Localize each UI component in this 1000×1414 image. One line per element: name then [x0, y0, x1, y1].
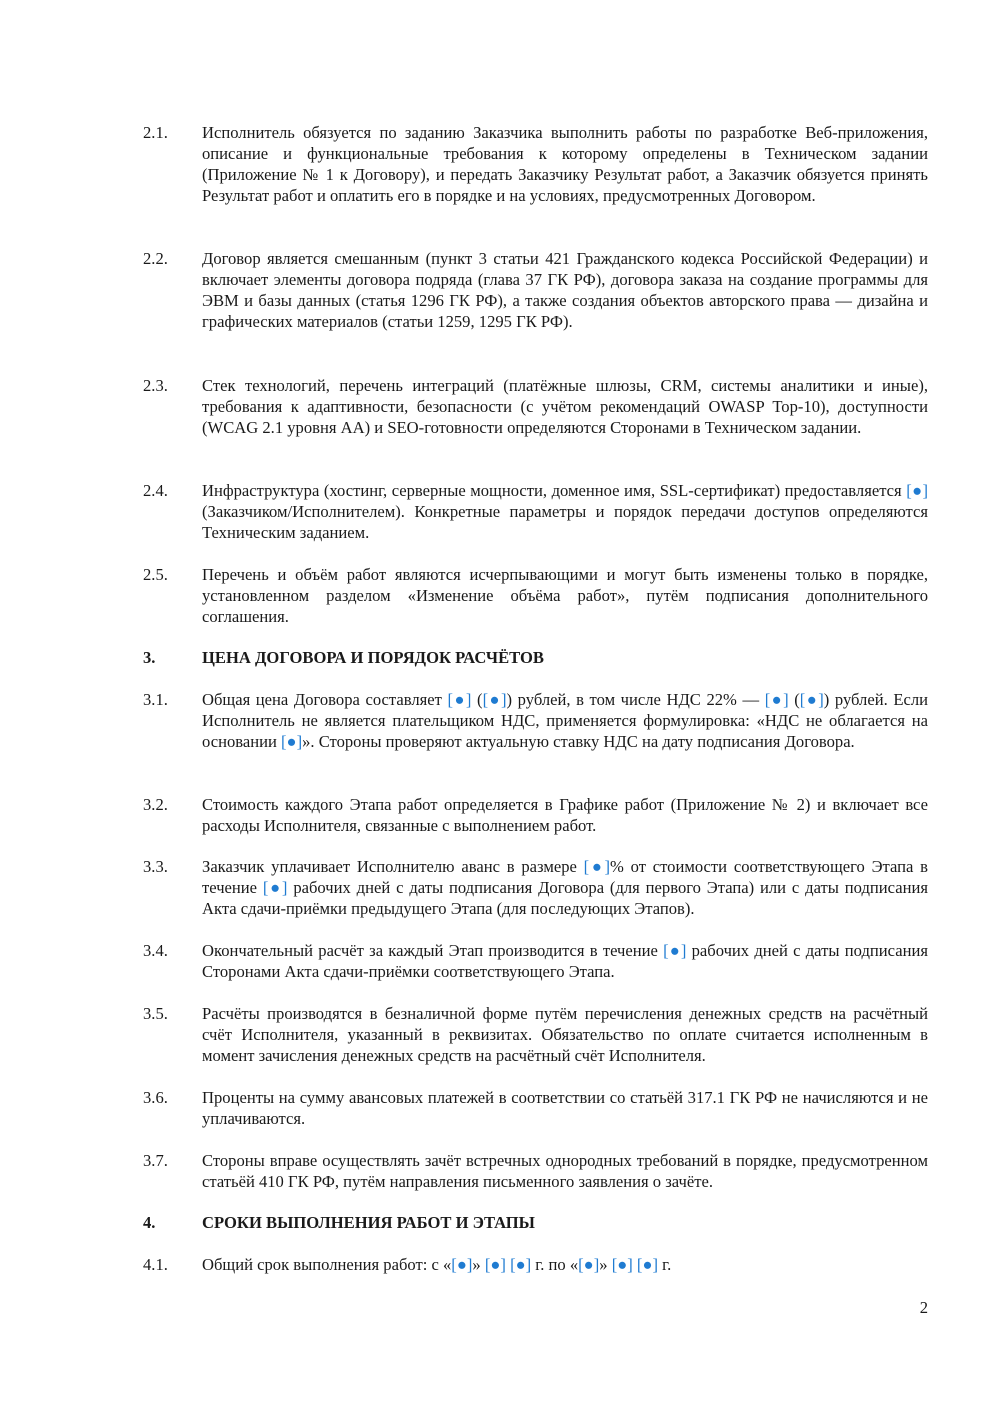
clause-text-part: рублей, в том числе НДС 22% — — [517, 690, 760, 709]
placeholder-field[interactable]: [●] — [764, 690, 789, 709]
clause-text-part: рабочих дней с даты подписания Сторонами Акта сдачи-приёмки соответствующего Этапа. — [202, 941, 928, 981]
clause-text-part: рабочих дней с даты подписания Договора (для первого Этапа) или с даты подписания Акта сдачи-приёмки предыдущего Этапа (для последующих Этапов). — [202, 878, 928, 918]
clause-3-1 — [143, 689, 928, 752]
clause-text-part: Окончательный расчёт за каждый Этап производится в течение — [202, 941, 658, 960]
clause-2-5 — [143, 564, 928, 627]
clause-text: Исполнитель обязуется по заданию Заказчика выполнить работы по разработке Веб-приложения, описание и функциональные требования к которому определены в Техническом задании (Приложение № 1 к Договору), и передать Заказчику Результат работ, а Заказчик обязуется принять Результат работ и оплатить его в порядке и на условиях, предусмотренных Договором. — [202, 123, 928, 205]
placeholder-field[interactable]: [●] — [906, 481, 929, 500]
clause-text: Стоимость каждого Этапа работ определяется в Графике работ (Приложение № 2) и включает все расходы Исполнителя, связанные с выполнением работ. — [202, 795, 928, 835]
clause-3-2 — [143, 794, 928, 836]
clause-2-4 — [143, 480, 928, 543]
placeholder-field[interactable]: [●] — [510, 1255, 532, 1274]
clause-text-part: Инфраструктура (хостинг, серверные мощности, доменное имя, SSL-сертификат) предоставляется — [202, 481, 902, 500]
placeholder-field[interactable]: [●] — [663, 941, 687, 960]
clause-3-3 — [143, 856, 928, 919]
clause-3-5 — [143, 1003, 928, 1066]
clause-text-part: (Заказчиком/Исполнителем). Конкретные параметры и порядок передачи доступов определяются Техническим заданием. — [202, 502, 928, 542]
clause-text: Стек технологий, перечень интеграций (платёжные шлюзы, CRM, системы аналитики и иные), требования к адаптивности, безопасности (с учётом рекомендаций OWASP Top-10), доступности (WCAG 2.1 уровня AA) и SEO-готовности определяются Сторонами в Техническом задании. — [202, 376, 928, 437]
clause-text: Перечень и объём работ являются исчерпывающими и могут быть изменены только в порядке, установленном разделом «Изменение объёма работ», путём подписания дополнительного соглашения. — [202, 565, 928, 626]
section-heading-4 — [143, 1212, 928, 1233]
placeholder-field[interactable]: [●] — [484, 1255, 506, 1274]
clause-text: Проценты на сумму авансовых платежей в соответствии со статьёй 317.1 ГК РФ не начисляются и не уплачиваются. — [202, 1088, 928, 1128]
clause-2-1 — [143, 122, 928, 206]
clause-text — [202, 480, 928, 543]
clause-text: Договор является смешанным (пункт 3 статьи 421 Гражданского кодекса Российской Федерации) и включает элементы договора подряда (глава 37 ГК РФ), договора заказа на создание программы для ЭВМ и базы данных (статья 1296 ГК РФ), а также создания объектов авторского права — дизайна и графических материалов (статьи 1259, 1295 ГК РФ). — [202, 249, 928, 331]
clause-2-3 — [143, 375, 928, 438]
placeholder-field[interactable]: [●] — [262, 878, 288, 897]
section-heading-3 — [143, 647, 928, 668]
clause-3-6 — [143, 1087, 928, 1129]
clause-text — [202, 940, 928, 982]
clause-text-part: ». Стороны проверяют актуальную ставку НДС на дату подписания Договора. — [302, 732, 855, 751]
placeholder-field[interactable]: [●] — [281, 732, 303, 751]
placeholder-field[interactable]: [●] — [636, 1255, 658, 1274]
clause-text-part: % от стоимости соответствующего Этапа в течение — [202, 857, 929, 897]
placeholder-field[interactable]: [●] — [447, 690, 472, 709]
clause-number: 2.5. — [143, 565, 168, 584]
clause-number: 3.4. — [143, 941, 168, 960]
clause-text: Расчёты производятся в безналичной форме путём перечисления денежных средств на расчётный счёт Исполнителя, указанный в реквизитах. Обязательство по оплате считается исполненным в момент зачисления денежных средств на расчётный счёт Исполнителя. — [202, 1004, 928, 1065]
clause-text-part: Общий срок выполнения работ: с « — [202, 1255, 452, 1274]
clause-number: 3.2. — [143, 795, 168, 814]
clause-number: 4.1. — [143, 1255, 168, 1274]
clause-number: 2.4. — [143, 481, 168, 500]
clause-number: 3.6. — [143, 1088, 168, 1107]
clause-text: Общий срок выполнения работ: с «[●]» [●] [●] г. по «[●]» [●] [●] г. — [202, 1255, 672, 1274]
section-title: ЦЕНА ДОГОВОРА И ПОРЯДОК РАСЧЁТОВ — [202, 648, 544, 667]
clause-text-part: г. по « — [535, 1255, 579, 1274]
clause-number: 3.7. — [143, 1151, 168, 1170]
clause-number: 3.3. — [143, 857, 168, 876]
clause-number: 3.5. — [143, 1004, 168, 1023]
clause-text: Общая цена Договора составляет [●] ([●]) рублей, в том числе НДС 22% — [●] ([●]) рублей. Если Исполнитель не является плательщиком НДС, применяется формулировка: «НДС не облагается на основании [●]». Стороны проверяют актуальную ставку НДС на дату подписания Договора. — [202, 690, 928, 751]
placeholder-field[interactable]: [●] — [451, 1255, 473, 1274]
clause-text-part: г. — [662, 1255, 672, 1274]
placeholder-field[interactable]: [●] — [578, 1255, 600, 1274]
clause-4-1 — [143, 1254, 928, 1275]
placeholder-field[interactable]: [●] — [799, 690, 824, 709]
section-number: 3. — [143, 648, 156, 667]
clause-text: Стороны вправе осуществлять зачёт встречных однородных требований в порядке, предусмотренном статьёй 410 ГК РФ, путём направления письменного заявления о зачёте. — [202, 1151, 928, 1191]
clause-number: 2.1. — [143, 123, 168, 142]
placeholder-field[interactable]: [●] — [611, 1255, 633, 1274]
clause-number: 2.3. — [143, 376, 168, 395]
clause-number: 2.2. — [143, 249, 168, 268]
clause-text — [202, 856, 928, 919]
clause-2-2 — [143, 248, 928, 332]
section-number: 4. — [143, 1213, 156, 1232]
placeholder-field[interactable]: [●] — [583, 857, 611, 876]
clause-number: 3.1. — [143, 690, 168, 709]
page-number: 2 — [919, 1298, 928, 1317]
clause-text-part: рублей. Если Исполнитель не является плательщиком НДС, применяется формулировка: «НДС не облагается на основании — [202, 690, 928, 751]
clause-text-part: Общая цена Договора составляет — [202, 690, 442, 709]
placeholder-field[interactable]: [●] — [482, 690, 507, 709]
clause-3-4 — [143, 940, 928, 982]
clause-text-part: Заказчик уплачивает Исполнителю аванс в размере — [202, 857, 577, 876]
clause-3-7 — [143, 1150, 928, 1192]
section-title: СРОКИ ВЫПОЛНЕНИЯ РАБОТ И ЭТАПЫ — [202, 1213, 535, 1232]
